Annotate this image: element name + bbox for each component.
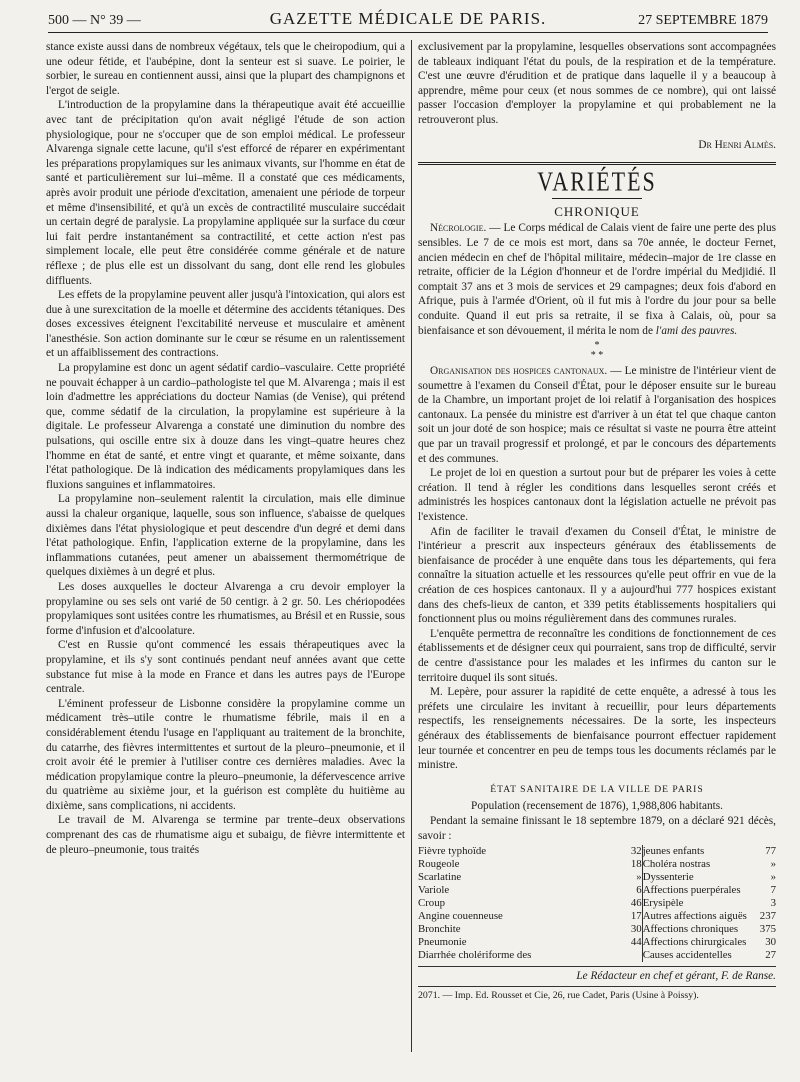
- cause-right: Affections chirurgicales: [642, 936, 747, 949]
- necrologie-paragraph: [418, 221, 776, 338]
- left-paragraph-5: La propylamine non–seulement ralentit la circulation, mais elle diminue aussi la chaleur organique, laquelle, sous son influence, s'abaisse de quelques dixièmes dans l'état physiologique et peut descendre d'un degré et demi dans l'état pathologique. Enfin, l'application externe de la propylamine, dans les inflammations cutanées, peut amener un abaissement thermométrique de quelques dixièmes à un degré et plus.: [46, 493, 405, 579]
- count-left: 17: [630, 910, 642, 923]
- left-paragraph-6: Les doses auxquelles le docteur Alvarenga a cru devoir employer la propylamine ou ses sels ont varié de 50 centigr. à 2 gr. 50. Les chériopodées propylamiques sont usitées contre les rhumatismes, au Brésil et en Russie, sous forme d'infusion et d'alcoolature.: [46, 580, 405, 637]
- table-row: [418, 923, 776, 936]
- cause-left: Scarlatine: [418, 871, 462, 884]
- table-row: [418, 910, 776, 923]
- organisation-text: — Le ministre de l'intérieur vient de soumettre à l'examen du Conseil d'État, pour le déposer ensuite sur le bureau de la Chambre, un important projet de loi relatif à l'organisation des hospices cantonaux. La pensée du ministre est d'arriver à un état tel que chaque canton soit un jour doté de son hospice; mais ce résultat si vaste ne pourra être atteint que par un travail progressif et prolongé, et par le concours des départements et des communes.: [418, 365, 776, 465]
- cause-left: Pneumonie: [418, 936, 467, 949]
- population-line: Population (recensement de 1876), 1,988,806 habitants.: [471, 800, 723, 813]
- redacteur-line: Le Rédacteur en chef et gérant, F. de Ranse.: [418, 966, 776, 984]
- chronique-title: CHRONIQUE: [554, 203, 640, 219]
- table-row: [418, 949, 776, 962]
- deces-intro: Pendant la semaine finissant le 18 septembre 1879, on a déclaré 921 décès, savoir :: [418, 814, 776, 842]
- issue-date: 27 SEPTEMBRE 1879: [638, 13, 768, 28]
- separator-stars: * * *: [590, 340, 604, 362]
- imprint-line: 2071. — Imp. Ed. Rousset et Cie, 26, rue Cadet, Paris (Usine à Poissy).: [418, 986, 776, 1004]
- organisation-paragraph-3: Afin de faciliter le travail d'examen du Conseil d'État, le ministre de l'intérieur a prescrit aux inspecteurs généraux des établissements de bienfaisance de procéder à une enquête dans tous les départements, qui fera connaître la situation actuelle et les ressources qu'elle peut offrir en vue de la création de ces hospices cantonaux. Il y a aujourd'hui 777 hospices existant dans des chefs-lieux de canton, et 339 petits établissements hospitaliers qui fonctionnent plus ou moins régulièrement dans des communes rurales.: [418, 525, 776, 626]
- right-column: [418, 40, 776, 1003]
- necrologie-text: — Le Corps médical de Calais vient de faire une perte des plus sensibles. Le 7 de ce mois est mort, dans sa 70e année, le docteur Fernet, ancien médecin en chef de l'hôpital militaire, médecin–major de 1re classe en retraite, officier de la Légion d'honneur et de l'ordre impérial du Medjidié. Il comptait 37 ans et 3 mois de services et 29 campagnes; deux fois d'abord en Afrique, puis à l'armée d'Orient, où il fut mis à l'ordre du jour pour sa belle conduite. Quand il eut pris sa retraite, il se fixa à Calais, où, pour sa bienfaisance et son dévouement, il mérita le nom de: [418, 222, 776, 337]
- table-row: [418, 897, 776, 910]
- table-row: [418, 871, 776, 884]
- table-row: [418, 858, 776, 871]
- organisation-paragraph-1: [418, 364, 776, 466]
- count-left: 18: [630, 858, 642, 871]
- etat-sanitaire-title: ÉTAT SANITAIRE DE LA VILLE DE PARIS: [490, 783, 704, 795]
- count-right: »: [770, 858, 776, 871]
- cause-right: jeunes enfants: [642, 845, 747, 858]
- cause-right: Affections puerpérales: [642, 884, 747, 897]
- journal-title: GAZETTE MÉDICALE DE PARIS.: [269, 9, 547, 28]
- organisation-paragraph-4: L'enquête permettra de reconnaître les conditions de fonctionnement de ces établissements et de désigner ceux qui pourraient, sans trop de difficulté, servir de centre d'assistance pour les malades et les infirmes du canton sur le territoire duquel ils sont situés.: [418, 627, 776, 684]
- cause-right: Choléra nostras: [642, 858, 747, 871]
- count-left: 30: [630, 923, 642, 936]
- cause-left: Fièvre typhoïde: [418, 845, 487, 858]
- table-row: [418, 884, 776, 897]
- mortality-table: [418, 845, 776, 962]
- page-header: [48, 9, 768, 33]
- cause-left: Bronchite: [418, 923, 461, 936]
- left-paragraph-9: Le travail de M. Alvarenga se termine par trente–deux observations comprenant des cas de rhumatisme aigu et subaigu, de fièvre intermittente et de pleuro–pneumonie, tous traités: [46, 814, 405, 856]
- count-left: 46: [630, 897, 642, 910]
- page-number: 500 — N° 39 —: [48, 13, 141, 28]
- count-right: 237: [759, 910, 776, 923]
- count-right: 3: [770, 897, 776, 910]
- left-paragraph-4: La propylamine est donc un agent sédatif cardio–vasculaire. Cette propriété ne pouvait échapper à un cardio–pathologiste tel que M. Alvarenga ; mais il est loin d'admettre les appréciations du docteur Namias (de Venise), qui prétend que, comme sédatif de la circulation, la propylamine est supérieure à la digitale. Le professeur Alvarenga a constaté une diminution du nombre des pulsations, qui oscille entre six à douze dans les vingt–quatre heures chez l'homme en état de santé, et entre vingt et quarante, et même soixante, dans l'état pathologique. De là indication des médicaments propylamiques dans les fluxions sanguines et inflammatoires.: [46, 362, 405, 491]
- count-right: 7: [770, 884, 776, 897]
- organisation-paragraph-5: M. Lepère, pour assurer la rapidité de cette enquête, a adressé à tous les préfets une circulaire les invitant à recueillir, pour leurs départements respectifs, les renseignements nécessaires. De la sorte, les inspecteurs généraux des établissements de bienfaisance pourront effectuer rapidement leur tournée et concentrer en peu de temps tous les documents réclamés par le ministre.: [418, 686, 776, 772]
- left-paragraph-8: L'éminent professeur de Lisbonne considère la propylamine comme un médicament très–utile contre le rhumatisme fébrile, mais il en a considérablement étendu l'usage en l'appliquant au traitement de la bronchite, du catarrhe, des fièvres intermittentes et surtout de la pleuro–pneumonie, et il croit avoir été le premier à l'utiliser contre ces dernières maladies. Avec la médication propylamique contre la pleuro–pneumonie, la défervescence arrive du quatrième au sixième jour, et la guérison est complète du huitième au dixième, sans complications, ni accidents.: [46, 697, 405, 812]
- table-row: [418, 845, 776, 858]
- necrologie-quote: l'ami des pauvres.: [655, 324, 738, 337]
- count-right: »: [770, 871, 776, 884]
- cause-right: Dyssenterie: [642, 871, 747, 884]
- count-left: 6: [636, 884, 642, 897]
- column-divider: [411, 40, 412, 1052]
- count-left: »: [636, 871, 642, 884]
- left-column: [46, 40, 405, 857]
- count-left: 32: [630, 845, 642, 858]
- organisation-paragraph-2: Le projet de loi en question a surtout pour but de préparer les voies à cette création. Il tend à régler les conditions dans lesquelles seront créés et administrés les hospices cantonaux dont la législation actuelle ne prévoit pas l'existence.: [418, 467, 776, 524]
- left-paragraph-7: C'est en Russie qu'ont commencé les essais thérapeutiques avec la propylamine, et ils s'y sont continués pendant neuf années avant que cette substance fut mise à la mode en France et dans les autres pays de l'Europe centrale.: [46, 639, 405, 696]
- count-right: 30: [765, 936, 776, 949]
- cause-right: Autres affections aiguës: [642, 910, 747, 923]
- count-left: 44: [630, 936, 642, 949]
- left-paragraph-2: L'introduction de la propylamine dans la thérapeutique avait été accueillie avec tant de précipitation qu'on avait négligé l'étude de son action physiologique, pour ne s'occuper que de son emploi médical. Le professeur Alvarenga signale cette lacune, qu'il s'est efforcé de réparer en expérimentant les préparations propylamiques sur les animaux vivants, sur l'homme en état de santé et particulièrement sur lui–même. Il a constaté que ces médicaments, après avoir produit une période d'excitation, amenaient une période de torpeur et même d'insensibilité, et qu'à un excès de contractilité musculaire succédait un certain degré de paralysie. La propylamine appliquée sur la surface du cœur lui fait perdre instantanément sa contractilité, et cette action n'est pas simplement locale, elle peut être considérée comme générale et de nature réflexe ; de plus elle est un dissolvant du sang, dont elle rend les globules diffluents.: [46, 99, 405, 287]
- count-right: 27: [765, 949, 776, 962]
- cause-left: Diarrhée cholériforme des: [418, 949, 532, 962]
- left-paragraph-3: Les effets de la propylamine peuvent aller jusqu'à l'intoxication, qui alors est due à une surexcitation de la moelle et détermine des accidents tétaniques. Des doses excessives éteignent l'excitabilité nerveuse et musculaire et amènent l'anesthésie. Son action dominante sur le cœur se résume en un ralentissement et un affaiblissement des contractions.: [46, 289, 405, 360]
- table-row: [418, 936, 776, 949]
- cause-right: Affections chroniques: [642, 923, 747, 936]
- cause-left: Angine couenneuse: [418, 910, 503, 923]
- left-paragraph-1: stance existe aussi dans de nombreux végétaux, tels que le cheiropodium, qui a une odeur fétide, et l'aubépine, dont la senteur est si suave. Le poirier, le sorbier, le sureau en contiennent aussi, ainsi que la plupart des champignons et l'ergot de seigle.: [46, 41, 405, 97]
- count-right: 77: [765, 845, 776, 858]
- count-left: [622, 949, 642, 962]
- author-signature: Dr Henri Almès.: [698, 138, 776, 151]
- necrologie-label: Nécrologie.: [430, 222, 487, 235]
- cause-right: Causes accidentelles: [642, 949, 747, 962]
- organisation-label: Organisation des hospices cantonaux.: [430, 365, 608, 378]
- cause-right: Erysipèle: [642, 897, 747, 910]
- title-rule: [552, 198, 642, 199]
- cause-left: Variole: [418, 884, 450, 897]
- count-right: 375: [759, 923, 776, 936]
- review-continuation: exclusivement par la propylamine, lesquelles observations sont accompagnées de tableaux indiquant l'état du pouls, de la respiration et de la température. C'est une œuvre d'érudition et de pratique dans laquelle il y a beaucoup à apprendre, même pour ceux (et nous sommes de ce nombre), qui ont laissé passer l'occasion d'employer la propylamine et qui probablement ne la retrouveront plus.: [418, 41, 776, 126]
- cause-left: Croup: [418, 897, 445, 910]
- section-title: VARIÉTÉS: [537, 165, 657, 198]
- cause-left: Rougeole: [418, 858, 460, 871]
